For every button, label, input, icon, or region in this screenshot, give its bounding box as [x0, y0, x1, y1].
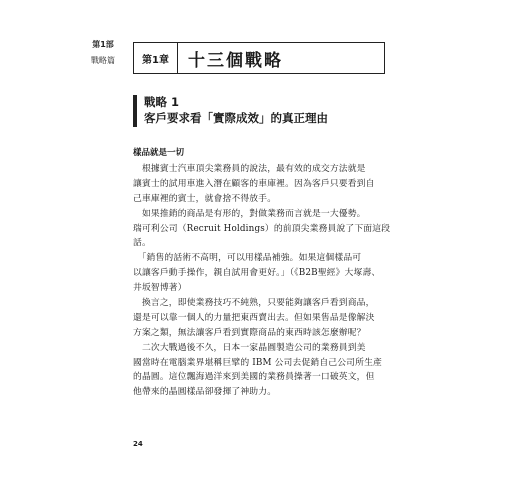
body-line: 瑞可利公司（Recruit Holdings）的前頂尖業務員說了下面這段 [133, 223, 391, 234]
strategy-heading [133, 95, 328, 127]
body-line: 讓賓士的試用車進入潛在顧客的車庫裡。因為客戶只要看到自 [133, 178, 375, 189]
section-heading: 樣品就是一切 [133, 148, 185, 158]
body-line: 井坂智博著） [133, 283, 187, 294]
page-number: 24 [133, 440, 143, 448]
body-line: 換言之，即使業務技巧不純熟，只要能夠讓客戶看到商品， [133, 298, 375, 309]
body-line: 根據賓士汽車頂尖業務員的說法，最有效的成交方法就是 [133, 164, 366, 174]
strategy-title: 客戶要求看「實際成效」的真正理由 [144, 111, 328, 125]
body-text [133, 162, 391, 400]
body-line: 「銷售的話術不高明，可以用樣品補強。如果這個樣品可 [133, 253, 362, 264]
chapter-title: 十三個戰略 [187, 50, 283, 71]
chapter-header [133, 42, 385, 74]
body-line: 二次大戰過後不久，日本一家晶圓製造公司的業務員到美 [133, 342, 366, 353]
part-number: 第1部 [92, 40, 114, 49]
strategy-number: 戰略 1 [144, 95, 180, 109]
body-line: 方案之類，無法讓客戶看到實際商品的東西時該怎麼辦呢？ [133, 327, 366, 338]
body-line: 如果推銷的商品是有形的，對做業務而言就是一大優勢。 [133, 208, 366, 219]
body-line: 的晶圓。這位飄海過洋來到美國的業務員操著一口破英文，但 [133, 372, 375, 383]
body-line: 國當時在電腦業界堪稱巨擘的 IBM 公司去促銷自己公司所生產 [133, 357, 382, 368]
body-line: 己車庫裡的賓士，就會捨不得放手。 [133, 193, 277, 204]
chapter-number: 第1章 [134, 43, 178, 73]
body-line: 以讓客戶動手操作，親自試用會更好。」（《B2B聖經》大塚壽、 [133, 268, 381, 279]
body-line: 他帶來的晶圓樣品卻發揮了神助力。 [133, 387, 277, 398]
body-line: 還是可以靠一個人的力量把東西賣出去。但如果售品是像解決 [133, 312, 375, 323]
part-label [86, 40, 120, 66]
body-line: 話。 [133, 238, 151, 249]
part-title: 戰略篇 [91, 56, 115, 65]
